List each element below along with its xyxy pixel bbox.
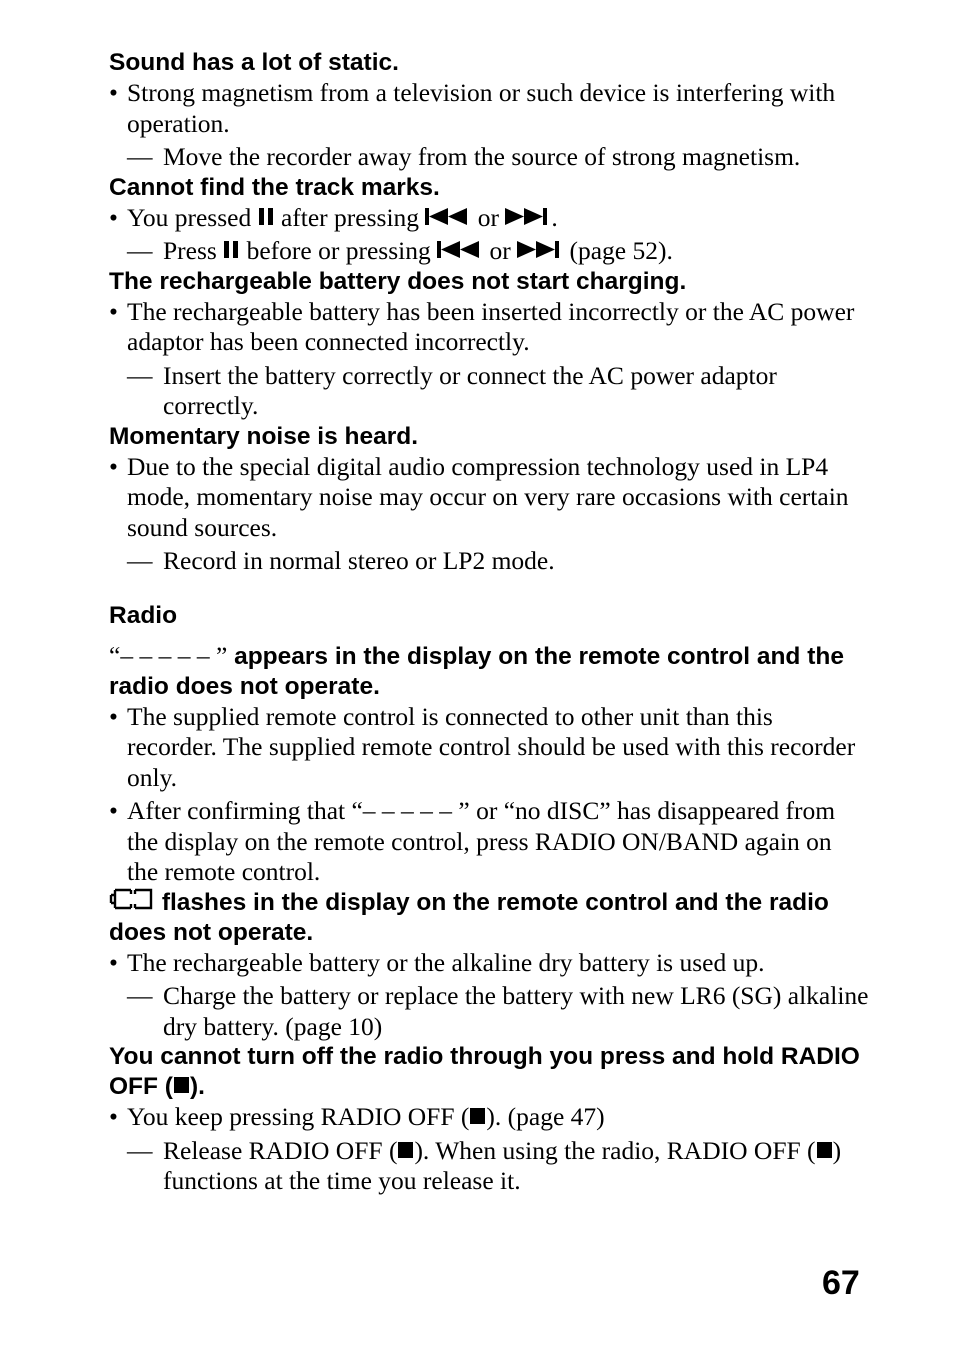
cause-track-marks: • You pressed after pressing or .: [109, 203, 869, 234]
next-track-icon: [505, 207, 551, 226]
cause-battery-charging: • The rechargeable battery has been inserted incorrectly or the AC power adaptor has been connected incorrectly.: [109, 297, 869, 358]
section-title-radio: Radio: [109, 601, 178, 629]
stop-icon: [173, 1076, 190, 1094]
cause-radio-battery: • The rechargeable battery or the alkaline dry battery is used up.: [109, 948, 869, 979]
cause-radio-other-unit: • The supplied remote control is connected to other unit than this recorder. The supplied remote control should be used with this recorder only.: [109, 702, 869, 794]
heading-momentary-noise: Momentary noise is heard.: [109, 422, 419, 450]
next-track-icon: [517, 240, 563, 259]
stop-icon: [469, 1107, 486, 1125]
previous-track-icon: [437, 240, 483, 259]
battery-empty-icon: [109, 888, 155, 910]
page-number: 67: [822, 1264, 860, 1302]
remedy-radio-battery: — Charge the battery or replace the battery with new LR6 (SG) alkaline dry battery. (page 10): [109, 981, 869, 1042]
pause-icon: [223, 240, 240, 259]
troubleshooting-page: [109, 48, 869, 1197]
cause-radio-confirm: • After confirming that “– – – – – ” or “no dISC” has disappeared from the display on the remote control, press RADIO ON/BAND again on the remote control.: [109, 796, 869, 888]
heading-battery-charging: The rechargeable battery does not start charging.: [109, 267, 687, 295]
remedy-track-marks: — Press before or pressing or (page 52).: [109, 236, 869, 267]
stop-icon: [816, 1141, 833, 1159]
remedy-momentary-noise: — Record in normal stereo or LP2 mode.: [109, 546, 869, 577]
remedy-static: — Move the recorder away from the source of strong magnetism.: [109, 142, 869, 173]
remedy-radio-off: — Release RADIO OFF ( ). When using the radio, RADIO OFF ( ) functions at the time you release it.: [109, 1136, 869, 1197]
remedy-battery-charging: — Insert the battery correctly or connect the AC power adaptor correctly.: [109, 361, 869, 422]
pause-icon: [258, 207, 275, 226]
heading-radio-dashes: “– – – – – ” appears in the display on the remote control and the radio does not operate.: [109, 640, 844, 700]
heading-radio-battery-flash: flashes in the display on the remote control and the radio does not operate.: [109, 888, 829, 946]
heading-track-marks: Cannot find the track marks.: [109, 173, 440, 201]
previous-track-icon: [425, 207, 471, 226]
cause-static: • Strong magnetism from a television or such device is interfering with operation.: [109, 78, 869, 139]
stop-icon: [397, 1141, 414, 1159]
cause-radio-off: • You keep pressing RADIO OFF ( ). (page 47): [109, 1102, 869, 1133]
heading-radio-off: You cannot turn off the radio through you press and hold RADIO OFF ( ).: [109, 1043, 860, 1100]
cause-momentary-noise: • Due to the special digital audio compression technology used in LP4 mode, momentary noise may occur on very rare occasions with certain sound sources.: [109, 452, 869, 544]
heading-static: Sound has a lot of static.: [109, 49, 399, 76]
